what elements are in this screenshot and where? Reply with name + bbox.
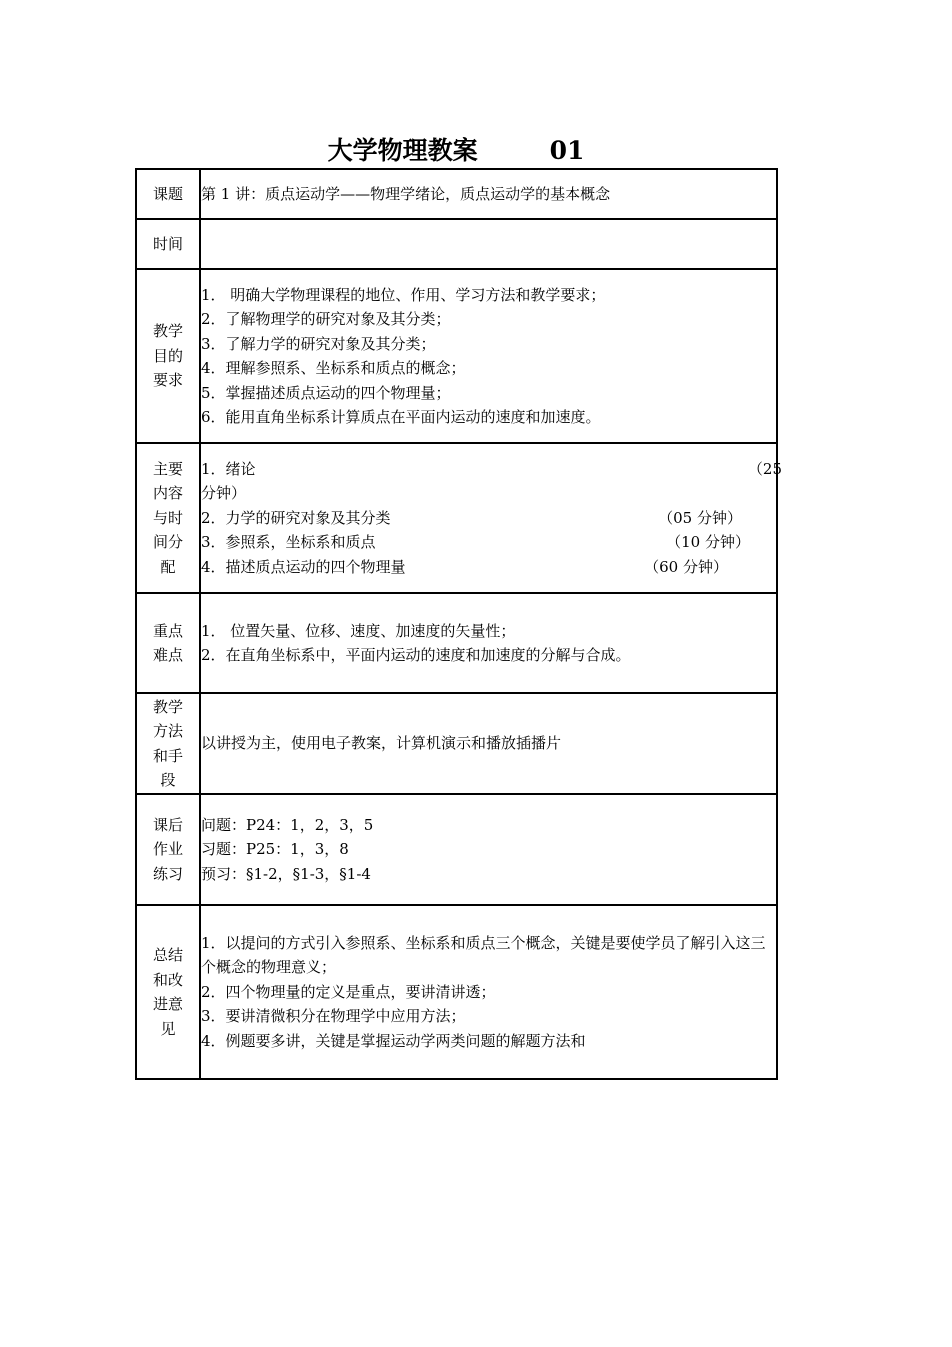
row-homework xyxy=(136,794,777,905)
homework-list xyxy=(200,794,777,905)
item-time: （25 xyxy=(747,459,782,478)
list-item: 3．要讲清微积分在物理学中应用方法； xyxy=(201,1007,466,1026)
label-keypoints xyxy=(136,593,200,693)
list-item: 4．例题要多讲，关键是掌握运动学两类问题的解题方法和 xyxy=(201,1031,586,1050)
label-line: 方法 xyxy=(152,722,183,740)
item-text: 2．力学的研究对象及其分类 xyxy=(201,508,391,527)
summary-list xyxy=(200,905,777,1079)
list-item: 习题：P25：1，3，8 xyxy=(201,840,349,859)
methods-text: 以讲授为主，使用电子教案，计算机演示和播放插播片 xyxy=(200,693,777,794)
label-line: 重点 xyxy=(152,621,183,640)
label-line: 和手 xyxy=(152,746,183,765)
title-number: 01 xyxy=(549,136,585,165)
label-goals xyxy=(136,269,200,443)
topic-text: 第 1 讲：质点运动学——物理学绪论，质点运动学的基本概念 xyxy=(200,169,777,219)
list-item: 预习：§1-2，§1-3，§1-4 xyxy=(201,864,371,883)
label-topic: 课题 xyxy=(136,169,200,219)
row-topic xyxy=(136,169,777,219)
label-line: 作业 xyxy=(152,840,183,859)
item-text: 4．描述质点运动的四个物理量 xyxy=(201,557,406,576)
list-item: 6．能用直角坐标系计算质点在平面内运动的速度和加速度。 xyxy=(201,408,601,426)
lesson-plan-table xyxy=(135,168,782,1080)
label-line: 总结 xyxy=(152,946,183,964)
label-line: 见 xyxy=(160,1019,176,1038)
time-text xyxy=(200,219,777,269)
item-time: （05 分钟） xyxy=(658,508,742,527)
list-item: 2．四个物理量的定义是重点，要讲清讲透； xyxy=(201,982,496,1001)
item-time: （60 分钟） xyxy=(644,557,728,576)
label-line: 要求 xyxy=(152,371,183,390)
item-text: 1．绪论 xyxy=(201,459,256,478)
label-line: 教学 xyxy=(152,322,183,341)
row-methods xyxy=(136,693,777,794)
row-time xyxy=(136,219,777,269)
label-line: 主要 xyxy=(152,459,183,478)
list-item: 2．了解物理学的研究对象及其分类； xyxy=(201,310,451,328)
label-methods xyxy=(136,693,200,794)
label-line: 目的 xyxy=(152,346,183,365)
list-item xyxy=(201,555,776,580)
row-content xyxy=(136,443,777,593)
list-item: 3．了解力学的研究对象及其分类； xyxy=(201,334,436,353)
label-line: 教学 xyxy=(152,697,183,716)
label-line: 和改 xyxy=(152,970,183,989)
row-keypoints xyxy=(136,593,777,693)
list-item: 5．掌握描述质点运动的四个物理量； xyxy=(201,383,451,402)
list-item: 4．理解参照系、坐标系和质点的概念； xyxy=(201,359,466,377)
label-time: 时间 xyxy=(136,219,200,269)
label-line: 内容 xyxy=(152,484,183,503)
title-text: 大学物理教案 xyxy=(327,136,478,165)
label-summary xyxy=(136,905,200,1079)
label-content xyxy=(136,443,200,593)
list-item xyxy=(201,530,776,555)
label-line: 练习 xyxy=(152,864,183,883)
label-line: 难点 xyxy=(152,646,183,664)
label-line: 段 xyxy=(160,771,176,789)
list-item: 1． 位置矢量、位移、速度、加速度的矢量性； xyxy=(201,621,516,640)
keypoints-list xyxy=(200,593,777,693)
list-item: 2．在直角坐标系中，平面内运动的速度和加速度的分解与合成。 xyxy=(201,646,631,664)
item-text: 分钟） xyxy=(201,484,247,503)
label-line: 与时 xyxy=(152,508,183,527)
label-line: 间分 xyxy=(152,533,183,552)
content-list xyxy=(200,443,782,593)
label-homework xyxy=(136,794,200,905)
item-time: （10 分钟） xyxy=(666,533,750,552)
label-line: 课后 xyxy=(152,815,183,834)
row-goals xyxy=(136,269,777,443)
list-item: 问题：P24：1，2，3，5 xyxy=(201,815,374,834)
row-summary xyxy=(136,905,777,1079)
goals-list xyxy=(200,269,777,443)
list-item: 1． 明确大学物理课程的地位、作用、学习方法和教学要求； xyxy=(201,285,606,304)
page-title xyxy=(135,134,777,168)
label-line: 进意 xyxy=(152,995,183,1013)
list-item xyxy=(201,506,776,531)
list-item xyxy=(201,457,782,482)
list-item: 1．以提问的方式引入参照系、坐标系和质点三个概念，关键是要使学员了解引入这三个概念的物理意义； xyxy=(201,933,766,977)
item-text: 3．参照系，坐标系和质点 xyxy=(201,533,376,552)
list-item xyxy=(201,481,776,506)
label-line: 配 xyxy=(160,557,176,576)
